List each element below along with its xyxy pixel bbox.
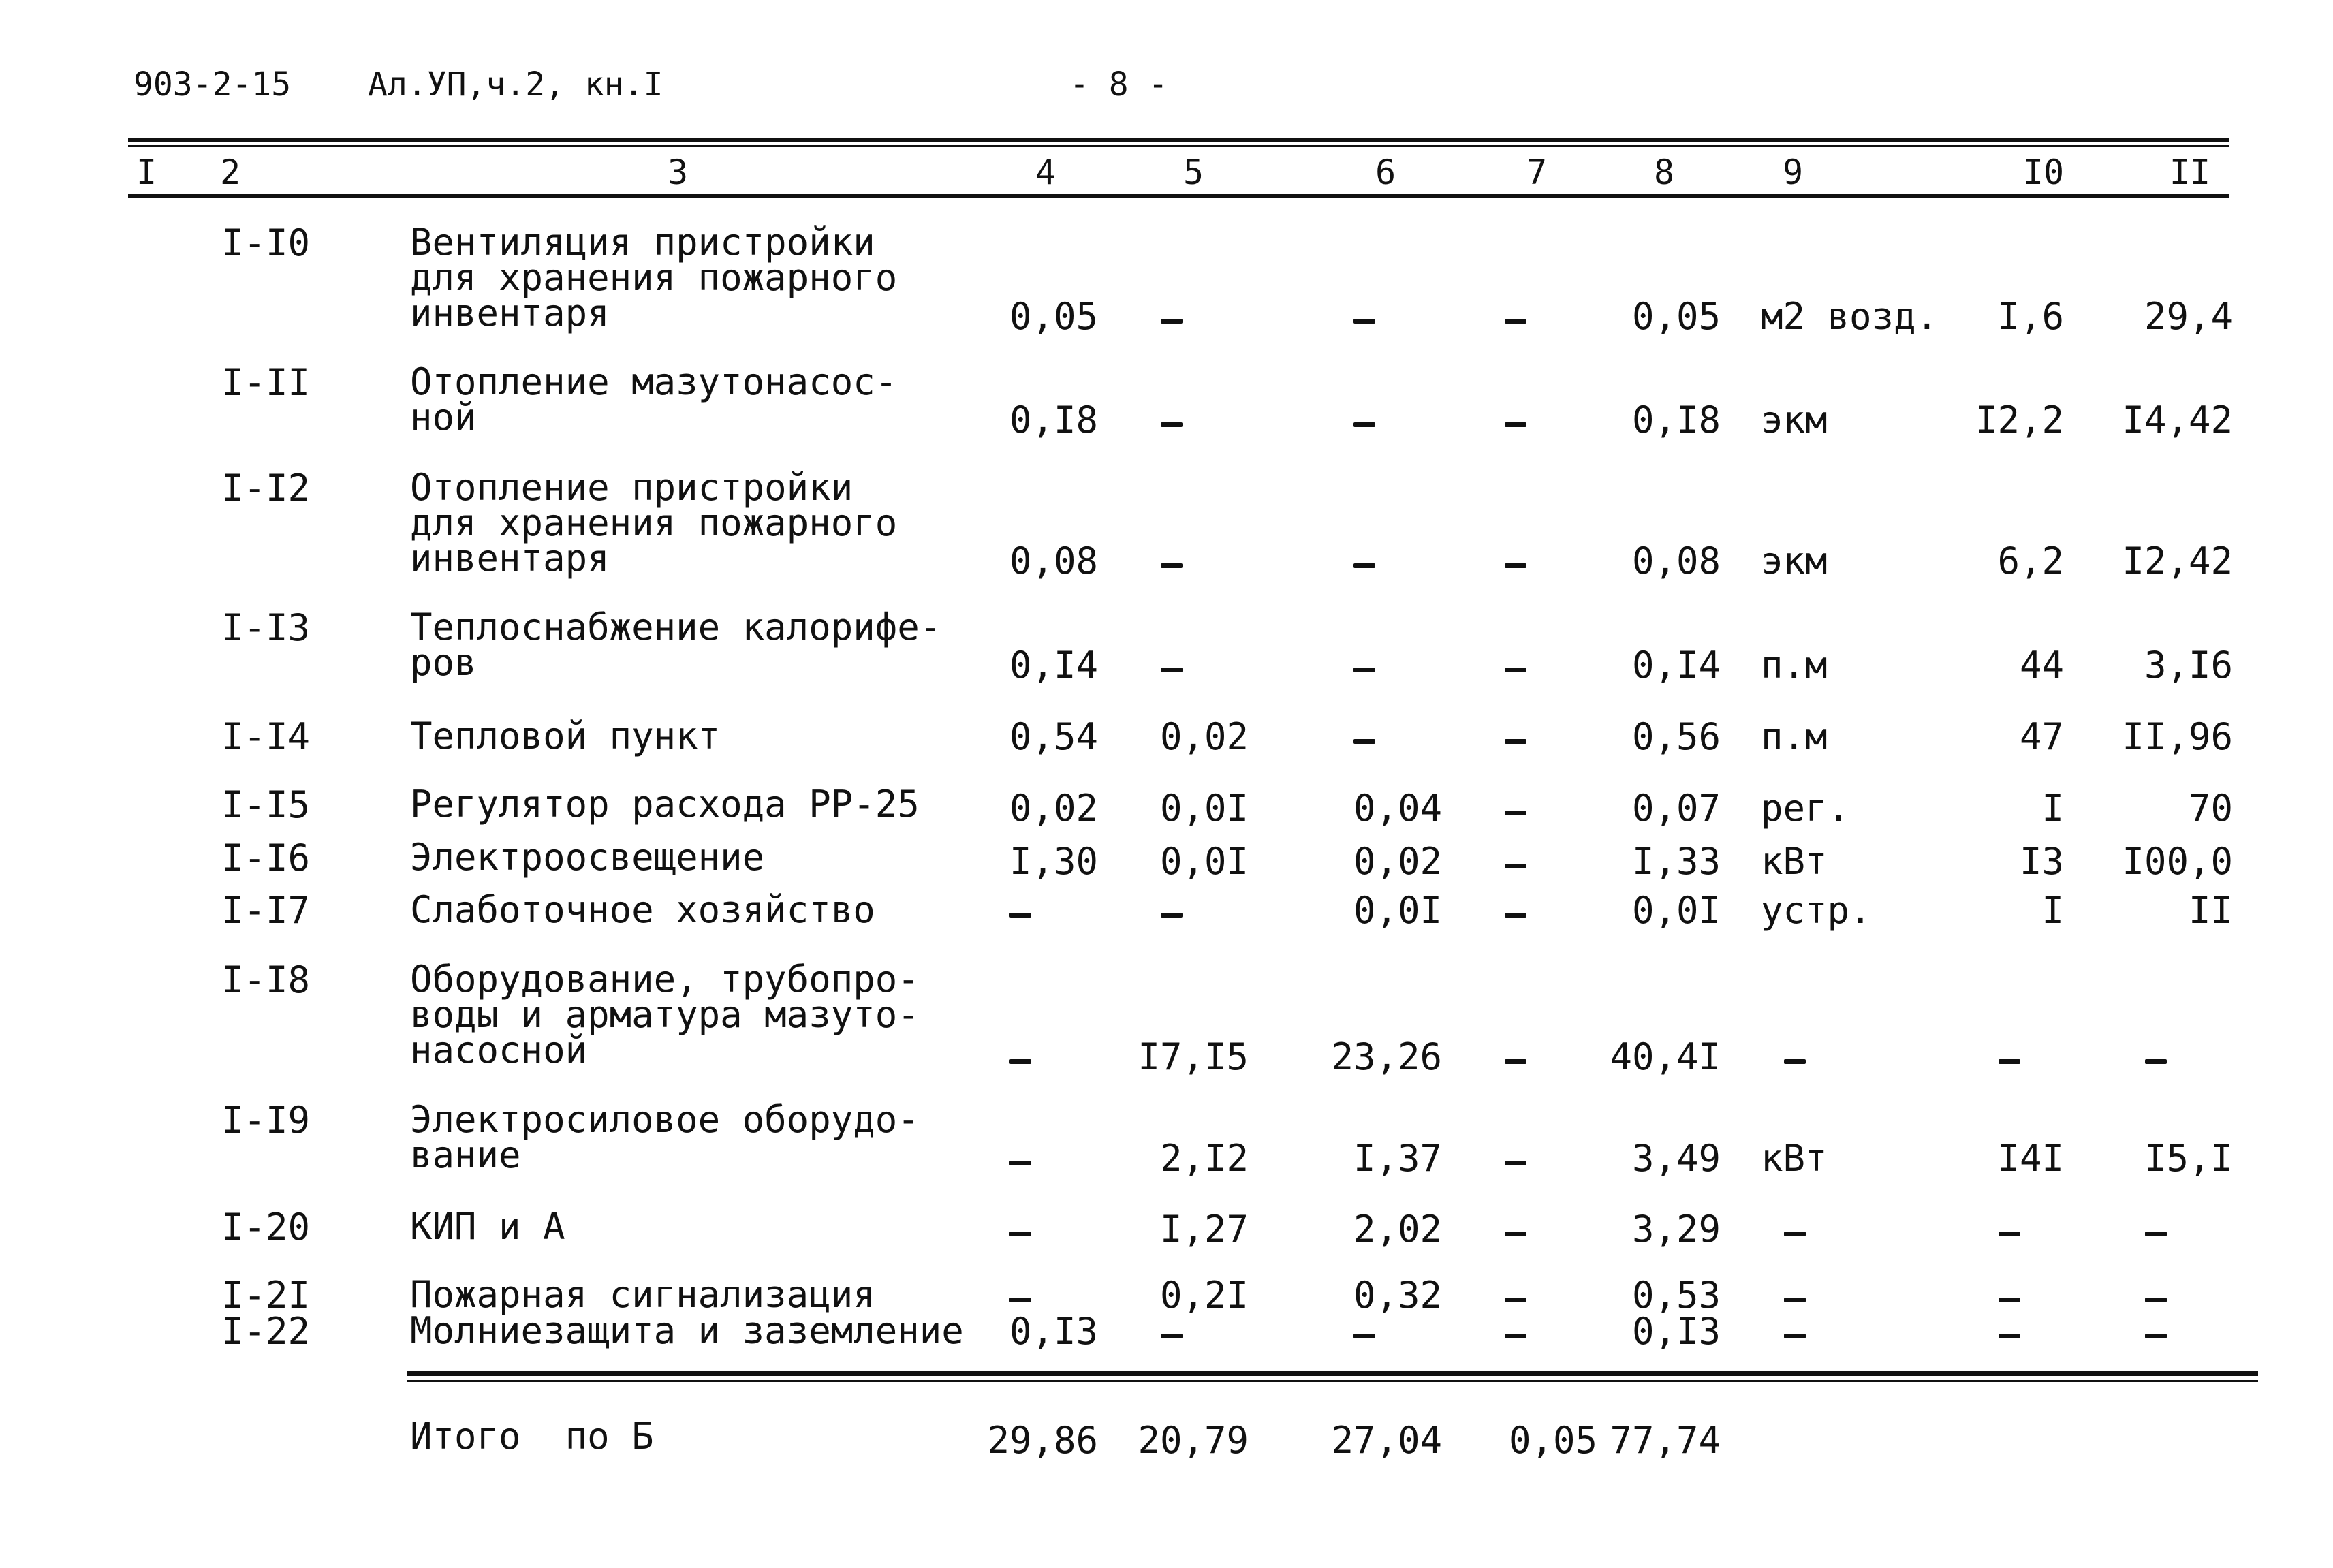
- table-row-6-c8: 0,07: [1631, 787, 1721, 830]
- row-description: Электроосвещение: [410, 836, 765, 879]
- table-row-11-c5: I,27: [1159, 1208, 1249, 1251]
- column-header-8: 8: [1653, 153, 1675, 192]
- table-row-12-c11-dash: [2145, 1298, 2167, 1302]
- table-row-4-c8: 0,I4: [1631, 644, 1721, 687]
- table-row-12-c9-dash: [1784, 1298, 1806, 1302]
- row-description: Пожарная сигнализация: [410, 1273, 875, 1316]
- table-row-11-c8: 3,29: [1631, 1208, 1721, 1251]
- table-row-6-c9: рег.: [1761, 787, 1850, 830]
- table-row-9-c5: I7,I5: [1138, 1035, 1249, 1078]
- table-row-9-c10-dash: [1999, 1059, 2020, 1064]
- table-row-13-c11-dash: [2145, 1334, 2167, 1338]
- table-row-13-c8: 0,I3: [1631, 1310, 1721, 1353]
- row-description: Оборудование, трубопро- воды и арматура мазуто- насосной: [410, 958, 920, 1071]
- total-c4: 29,86: [987, 1419, 1098, 1462]
- row-description: Тепловой пункт: [410, 715, 721, 757]
- row-number: I-I4: [221, 715, 311, 758]
- table-row-10-c10: I4I: [1997, 1137, 2064, 1180]
- column-header-3: 3: [667, 153, 689, 192]
- total-c8: 77,74: [1610, 1419, 1721, 1462]
- table-row-10-c5: 2,I2: [1159, 1137, 1249, 1180]
- table-row-10-c9: кВт: [1761, 1137, 1828, 1180]
- header-rule: [128, 194, 2229, 198]
- table-row-5-c4: 0,54: [1009, 715, 1098, 758]
- column-header-6: 6: [1375, 153, 1396, 192]
- table-row-6-c11: 70: [2188, 787, 2233, 830]
- page-number: - 8 -: [1069, 65, 1168, 104]
- table-row-2-c6-dash: [1353, 422, 1375, 427]
- table-row-5-c10: 47: [2019, 715, 2064, 758]
- table-row-11-c6: 2,02: [1353, 1208, 1442, 1251]
- table-row-1-c9: м2 возд.: [1761, 295, 1939, 338]
- table-row-6-c6: 0,04: [1353, 787, 1442, 830]
- row-description: Слаботочное хозяйство: [410, 888, 875, 931]
- total-rule-2: [407, 1380, 2258, 1382]
- total-c5: 20,79: [1138, 1419, 1249, 1462]
- table-row-7-c11: I00,0: [2122, 840, 2233, 883]
- column-header-10: I0: [2022, 153, 2065, 192]
- column-header-7: 7: [1526, 153, 1548, 192]
- table-row-11-c4-dash: [1009, 1232, 1031, 1236]
- table-row-12-c10-dash: [1999, 1298, 2020, 1302]
- row-number: I-I2: [221, 467, 311, 509]
- table-row-7-c6: 0,02: [1353, 840, 1442, 883]
- row-description: Регулятор расхода РР-25: [410, 783, 920, 826]
- table-row-10-c6: I,37: [1353, 1137, 1442, 1180]
- table-row-2-c11: I4,42: [2122, 398, 2233, 441]
- table-row-4-c4: 0,I4: [1009, 644, 1098, 687]
- table-row-1-c4: 0,05: [1009, 295, 1098, 338]
- table-row-5-c8: 0,56: [1631, 715, 1721, 758]
- table-row-5-c11: II,96: [2122, 715, 2233, 758]
- row-number: I-20: [221, 1206, 311, 1249]
- table-row-13-c10-dash: [1999, 1334, 2020, 1338]
- table-row-10-c8: 3,49: [1631, 1137, 1721, 1180]
- row-number: I-I0: [221, 221, 311, 264]
- table-row-1-c11: 29,4: [2144, 295, 2233, 338]
- row-number: I-II: [221, 361, 311, 404]
- table-row-7-c9: кВт: [1761, 840, 1828, 883]
- table-row-1-c5-dash: [1161, 319, 1183, 324]
- row-description: Молниезащита и заземление: [410, 1309, 964, 1352]
- table-row-1-c10: I,6: [1997, 295, 2064, 338]
- row-number: I-I7: [221, 889, 311, 932]
- table-row-2-c10: I2,2: [1975, 398, 2064, 441]
- column-header-5: 5: [1183, 153, 1204, 192]
- row-description: Отопление мазутонасос- ной: [410, 360, 898, 439]
- table-row-12-c5: 0,2I: [1159, 1274, 1249, 1317]
- table-row-4-c5-dash: [1161, 668, 1183, 672]
- table-row-13-c5-dash: [1161, 1334, 1183, 1338]
- table-row-9-c11-dash: [2145, 1059, 2167, 1064]
- total-c6: 27,04: [1331, 1419, 1442, 1462]
- row-number: I-2I: [221, 1274, 311, 1317]
- column-header-11: II: [2169, 153, 2211, 192]
- row-description: КИП и А: [410, 1205, 565, 1248]
- table-row-6-c4: 0,02: [1009, 787, 1098, 830]
- table-row-2-c5-dash: [1161, 422, 1183, 427]
- row-description: Электросиловое оборудо- вание: [410, 1098, 920, 1176]
- table-row-9-c8: 40,4I: [1610, 1035, 1721, 1078]
- table-row-7-c10: I3: [2019, 840, 2064, 883]
- table-row-3-c5-dash: [1161, 563, 1183, 568]
- table-row-7-c4: I,30: [1009, 840, 1098, 883]
- row-number: I-22: [221, 1310, 311, 1353]
- table-row-9-c4-dash: [1009, 1059, 1031, 1064]
- total-c7: 0,05: [1508, 1419, 1597, 1462]
- table-row-3-c8: 0,08: [1631, 539, 1721, 582]
- table-row-2-c4: 0,I8: [1009, 398, 1098, 441]
- table-row-11-c10-dash: [1999, 1232, 2020, 1236]
- table-row-12-c4-dash: [1009, 1298, 1031, 1302]
- table-row-4-c9: п.м: [1761, 644, 1828, 687]
- table-row-6-c10: I: [2041, 787, 2064, 830]
- table-row-1-c6-dash: [1353, 319, 1375, 324]
- table-row-5-c5: 0,02: [1159, 715, 1249, 758]
- table-row-10-c11: I5,I: [2144, 1137, 2233, 1180]
- table-row-13-c4: 0,I3: [1009, 1310, 1098, 1353]
- row-number: I-I8: [221, 958, 311, 1001]
- column-header-4: 4: [1035, 153, 1056, 192]
- table-row-4-c10: 44: [2019, 644, 2064, 687]
- table-row-13-c6-dash: [1353, 1334, 1375, 1338]
- table-row-3-c11: I2,42: [2122, 539, 2233, 582]
- table-row-9-c9-dash: [1784, 1059, 1806, 1064]
- table-row-11-c11-dash: [2145, 1232, 2167, 1236]
- table-row-3-c4: 0,08: [1009, 539, 1098, 582]
- row-number: I-I6: [221, 836, 311, 879]
- total-label: Итого по Б: [410, 1415, 654, 1458]
- table-row-12-c8: 0,53: [1631, 1274, 1721, 1317]
- table-row-9-c6: 23,26: [1331, 1035, 1442, 1078]
- table-row-2-c8: 0,I8: [1631, 398, 1721, 441]
- row-description: Вентиляция пристройки для хранения пожарного инвентаря: [410, 221, 898, 334]
- table-row-8-c8: 0,0I: [1631, 889, 1721, 932]
- table-row-4-c11: 3,I6: [2144, 644, 2233, 687]
- table-row-4-c6-dash: [1353, 668, 1375, 672]
- table-row-1-c8: 0,05: [1631, 295, 1721, 338]
- table-row-8-c11: II: [2188, 889, 2233, 932]
- table-row-10-c4-dash: [1009, 1161, 1031, 1165]
- table-row-6-c5: 0,0I: [1159, 787, 1249, 830]
- row-number: I-I5: [221, 783, 311, 826]
- row-description: Теплоснабжение калорифе- ров: [410, 606, 942, 684]
- row-number: I-I9: [221, 1099, 311, 1142]
- table-row-8-c10: I: [2041, 889, 2064, 932]
- table-row-7-c8: I,33: [1631, 840, 1721, 883]
- table-row-12-c6: 0,32: [1353, 1274, 1442, 1317]
- top-double-rule-2: [128, 145, 2229, 147]
- column-header-1: I: [136, 153, 157, 192]
- table-row-3-c10: 6,2: [1997, 539, 2064, 582]
- table-row-8-c9: устр.: [1761, 889, 1872, 932]
- table-row-8-c5-dash: [1161, 913, 1183, 918]
- table-row-2-c9: экм: [1761, 398, 1828, 441]
- table-row-8-c6: 0,0I: [1353, 889, 1442, 932]
- table-row-3-c9: экм: [1761, 539, 1828, 582]
- table-row-11-c9-dash: [1784, 1232, 1806, 1236]
- table-row-5-c9: п.м: [1761, 715, 1828, 758]
- table-row-5-c6-dash: [1353, 739, 1375, 744]
- total-rule-1: [407, 1371, 2258, 1376]
- table-row-7-c5: 0,0I: [1159, 840, 1249, 883]
- table-row-8-c4-dash: [1009, 913, 1031, 918]
- top-double-rule-1: [128, 138, 2229, 142]
- document-code: 903-2-15: [134, 65, 292, 104]
- table-row-13-c9-dash: [1784, 1334, 1806, 1338]
- row-number: I-I3: [221, 606, 311, 649]
- column-header-2: 2: [219, 153, 241, 192]
- row-description: Отопление пристройки для хранения пожарного инвентаря: [410, 466, 898, 580]
- table-row-3-c6-dash: [1353, 563, 1375, 568]
- album-reference: Ал.УП,ч.2, кн.I: [368, 65, 663, 104]
- column-header-9: 9: [1782, 153, 1804, 192]
